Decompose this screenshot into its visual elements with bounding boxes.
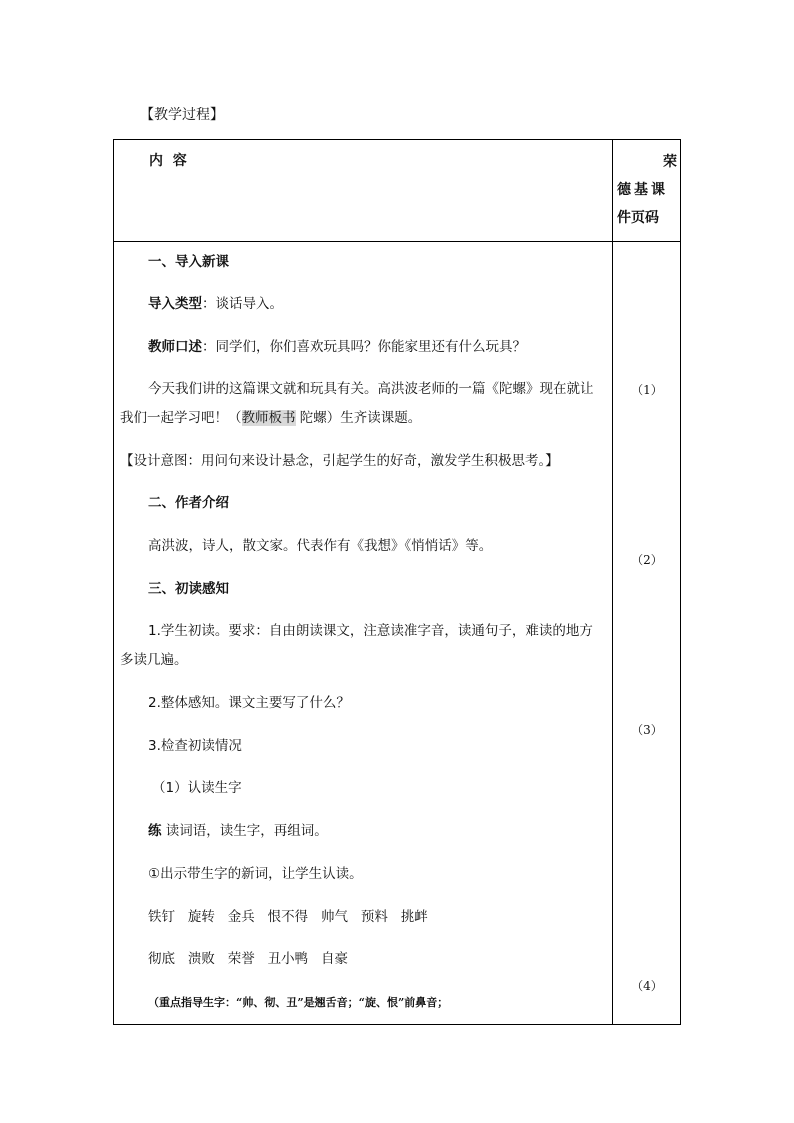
column-divider xyxy=(612,140,613,1024)
page-code-header-line2: 德基课 xyxy=(617,182,668,198)
item-1-line2: 多读几遍。 xyxy=(120,652,188,668)
sub-item-1: （1）认读生字 xyxy=(152,780,242,796)
section-2-title: 二、作者介绍 xyxy=(148,495,229,511)
lesson-table xyxy=(113,139,681,1025)
intro-paragraph-line2 xyxy=(120,408,421,428)
page-code-header-line3: 件页码 xyxy=(617,210,659,226)
intro-paragraph-line2-a: 我们一起学习吧！（ xyxy=(120,410,242,426)
practice-label: 练 xyxy=(148,823,162,839)
intro-paragraph-line2-b: 陀螺）生齐读课题。 xyxy=(295,410,422,426)
intro-type xyxy=(148,294,283,314)
intro-paragraph-line1: 今天我们讲的这篇课文就和玩具有关。高洪波老师的一篇《陀螺》现在就让 xyxy=(148,381,594,397)
section-title: 【教学过程】 xyxy=(140,107,224,123)
words-row-2: 彻底 溃败 荣誉 丑小鸭 自豪 xyxy=(148,951,348,967)
page-ref-2: （2） xyxy=(631,553,663,567)
page-code-header-line1: 荣 xyxy=(663,154,677,170)
design-intent: 【设计意图：用问句来设计悬念，引起学生的好奇，激发学生积极思考。】 xyxy=(120,453,559,469)
circle-item-1: ①出示带生字的新词，让学生认读。 xyxy=(148,866,363,882)
page-ref-1: （1） xyxy=(631,383,663,397)
section-3-title: 三、初读感知 xyxy=(148,581,229,597)
intro-type-value: ：谈话导入。 xyxy=(202,296,283,312)
practice-text: 读词语，读生字，再组词。 xyxy=(161,823,328,839)
intro-type-label: 导入类型 xyxy=(148,296,202,312)
words-row-1: 铁钉 旋转 金兵 恨不得 帅气 预料 挑衅 xyxy=(148,909,428,925)
teacher-speech xyxy=(148,337,526,357)
board-writing-highlight: 教师板书 xyxy=(241,410,296,426)
item-2: 2.整体感知。课文主要写了什么？ xyxy=(148,695,350,711)
page-code-header xyxy=(617,148,679,232)
teacher-label: 教师口述 xyxy=(148,339,202,355)
item-3: 3.检查初读情况 xyxy=(148,738,242,754)
practice-line xyxy=(148,821,328,841)
content-header: 内 容 xyxy=(149,153,187,169)
page-ref-4: （4） xyxy=(631,979,663,993)
section-1-title: 一、导入新课 xyxy=(148,254,229,270)
author-intro: 高洪波，诗人，散文家。代表作有《我想》《悄悄话》等。 xyxy=(148,538,493,554)
item-1-line1: 1.学生初读。要求：自由朗读课文，注意读准字音，读通句子，难读的地方 xyxy=(148,623,593,639)
page-ref-3: （3） xyxy=(631,723,663,737)
pronunciation-note: （重点指导生字：“帅、彻、丑”是翘舌音；“旋、恨”前鼻音； xyxy=(148,996,449,1009)
teacher-text: ：同学们，你们喜欢玩具吗？你能家里还有什么玩具？ xyxy=(202,339,526,355)
header-divider xyxy=(114,241,680,242)
